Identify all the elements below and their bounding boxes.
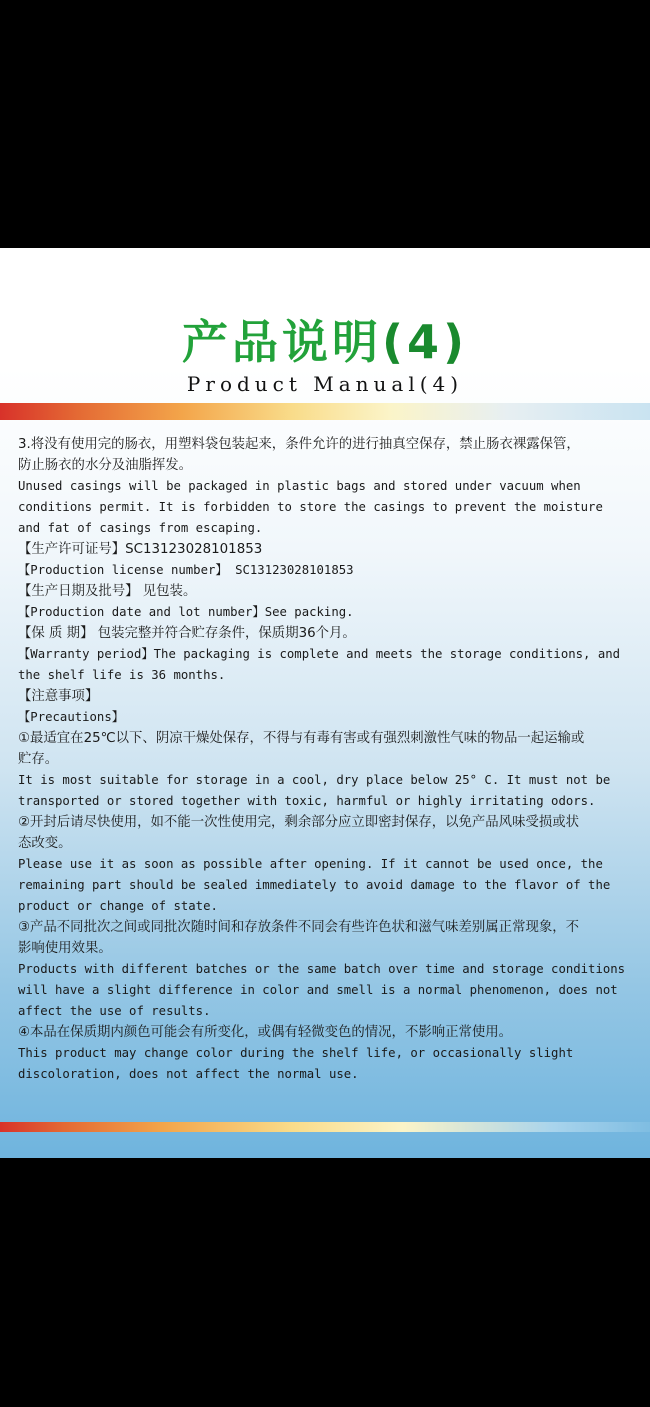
title-english: Product Manual(4) bbox=[186, 372, 464, 396]
text-line: remaining part should be sealed immediately to avoid damage to the flavor of the bbox=[18, 878, 611, 892]
decorative-stripe-top bbox=[0, 403, 650, 420]
text-line: will have a slight difference in color and smell is a normal phenomenon, does not bbox=[18, 983, 618, 997]
text-line: discoloration, does not affect the normal use. bbox=[18, 1067, 359, 1081]
text-line: 【Production license number】 SC13123028101853 bbox=[18, 563, 354, 577]
text-line: This product may change color during the shelf life, or occasionally slight bbox=[18, 1046, 574, 1060]
text-line: ②开封后请尽快使用，如不能一次性使用完，剩余部分应立即密封保存，以免产品风味受损或状 bbox=[18, 815, 580, 830]
text-line: transported or stored together with toxic, harmful or highly irritating odors. bbox=[18, 794, 596, 808]
title-chinese bbox=[0, 312, 650, 372]
text-line: conditions permit. It is forbidden to store the casings to prevent the moisture bbox=[18, 500, 603, 514]
text-line: ①最适宜在25℃以下、阴凉干燥处保存，不得与有毒有害或有强烈刺激性气味的物品一起运输或 bbox=[18, 731, 585, 746]
text-line: 【Warranty period】The packaging is complete and meets the storage conditions, and bbox=[18, 647, 621, 661]
text-line: product or change of state. bbox=[18, 899, 218, 913]
text-line: and fat of casings from escaping. bbox=[18, 521, 263, 535]
text-line: It is most suitable for storage in a cool, dry place below 25° C. It must not be bbox=[18, 773, 611, 787]
text-line: 【Precautions】 bbox=[18, 710, 125, 724]
text-line: Unused casings will be packaged in plastic bags and stored under vacuum when bbox=[18, 479, 581, 493]
text-line: 【Production date and lot number】See packing. bbox=[18, 605, 354, 619]
text-line: 防止肠衣的水分及油脂挥发。 bbox=[18, 458, 193, 473]
text-line: 影响使用效果。 bbox=[18, 941, 112, 956]
text-line: affect the use of results. bbox=[18, 1004, 211, 1018]
text-line: Please use it as soon as possible after opening. If it cannot be used once, the bbox=[18, 857, 603, 871]
text-line: 【生产许可证号】SC13123028101853 bbox=[18, 542, 263, 557]
title-chinese-number: (4) bbox=[381, 315, 469, 369]
text-line: 态改变。 bbox=[18, 836, 72, 851]
title-chinese-text: 产品说明 bbox=[181, 315, 382, 369]
text-line: 【保 质 期】 包装完整并符合贮存条件，保质期36个月。 bbox=[18, 626, 356, 641]
text-line: 【注意事项】 bbox=[18, 689, 99, 704]
text-line: ③产品不同批次之间或同批次随时间和存放条件不同会有些许色状和滋气味差别属正常现象，不 bbox=[18, 920, 580, 935]
decorative-stripe-bottom bbox=[0, 1122, 650, 1132]
manual-content bbox=[18, 434, 626, 1085]
text-line: Products with different batches or the same batch over time and storage conditions bbox=[18, 962, 626, 976]
text-line: 贮存。 bbox=[18, 752, 59, 767]
manual-panel bbox=[0, 248, 650, 1158]
text-line: the shelf life is 36 months. bbox=[18, 668, 226, 682]
text-line: ④本品在保质期内颜色可能会有所变化，或偶有轻微变色的情况，不影响正常使用。 bbox=[18, 1025, 513, 1040]
text-line: 3.将没有使用完的肠衣，用塑料袋包装起来，条件允许的进行抽真空保存，禁止肠衣裸露保管， bbox=[18, 437, 580, 452]
text-line: 【生产日期及批号】 见包装。 bbox=[18, 584, 197, 599]
